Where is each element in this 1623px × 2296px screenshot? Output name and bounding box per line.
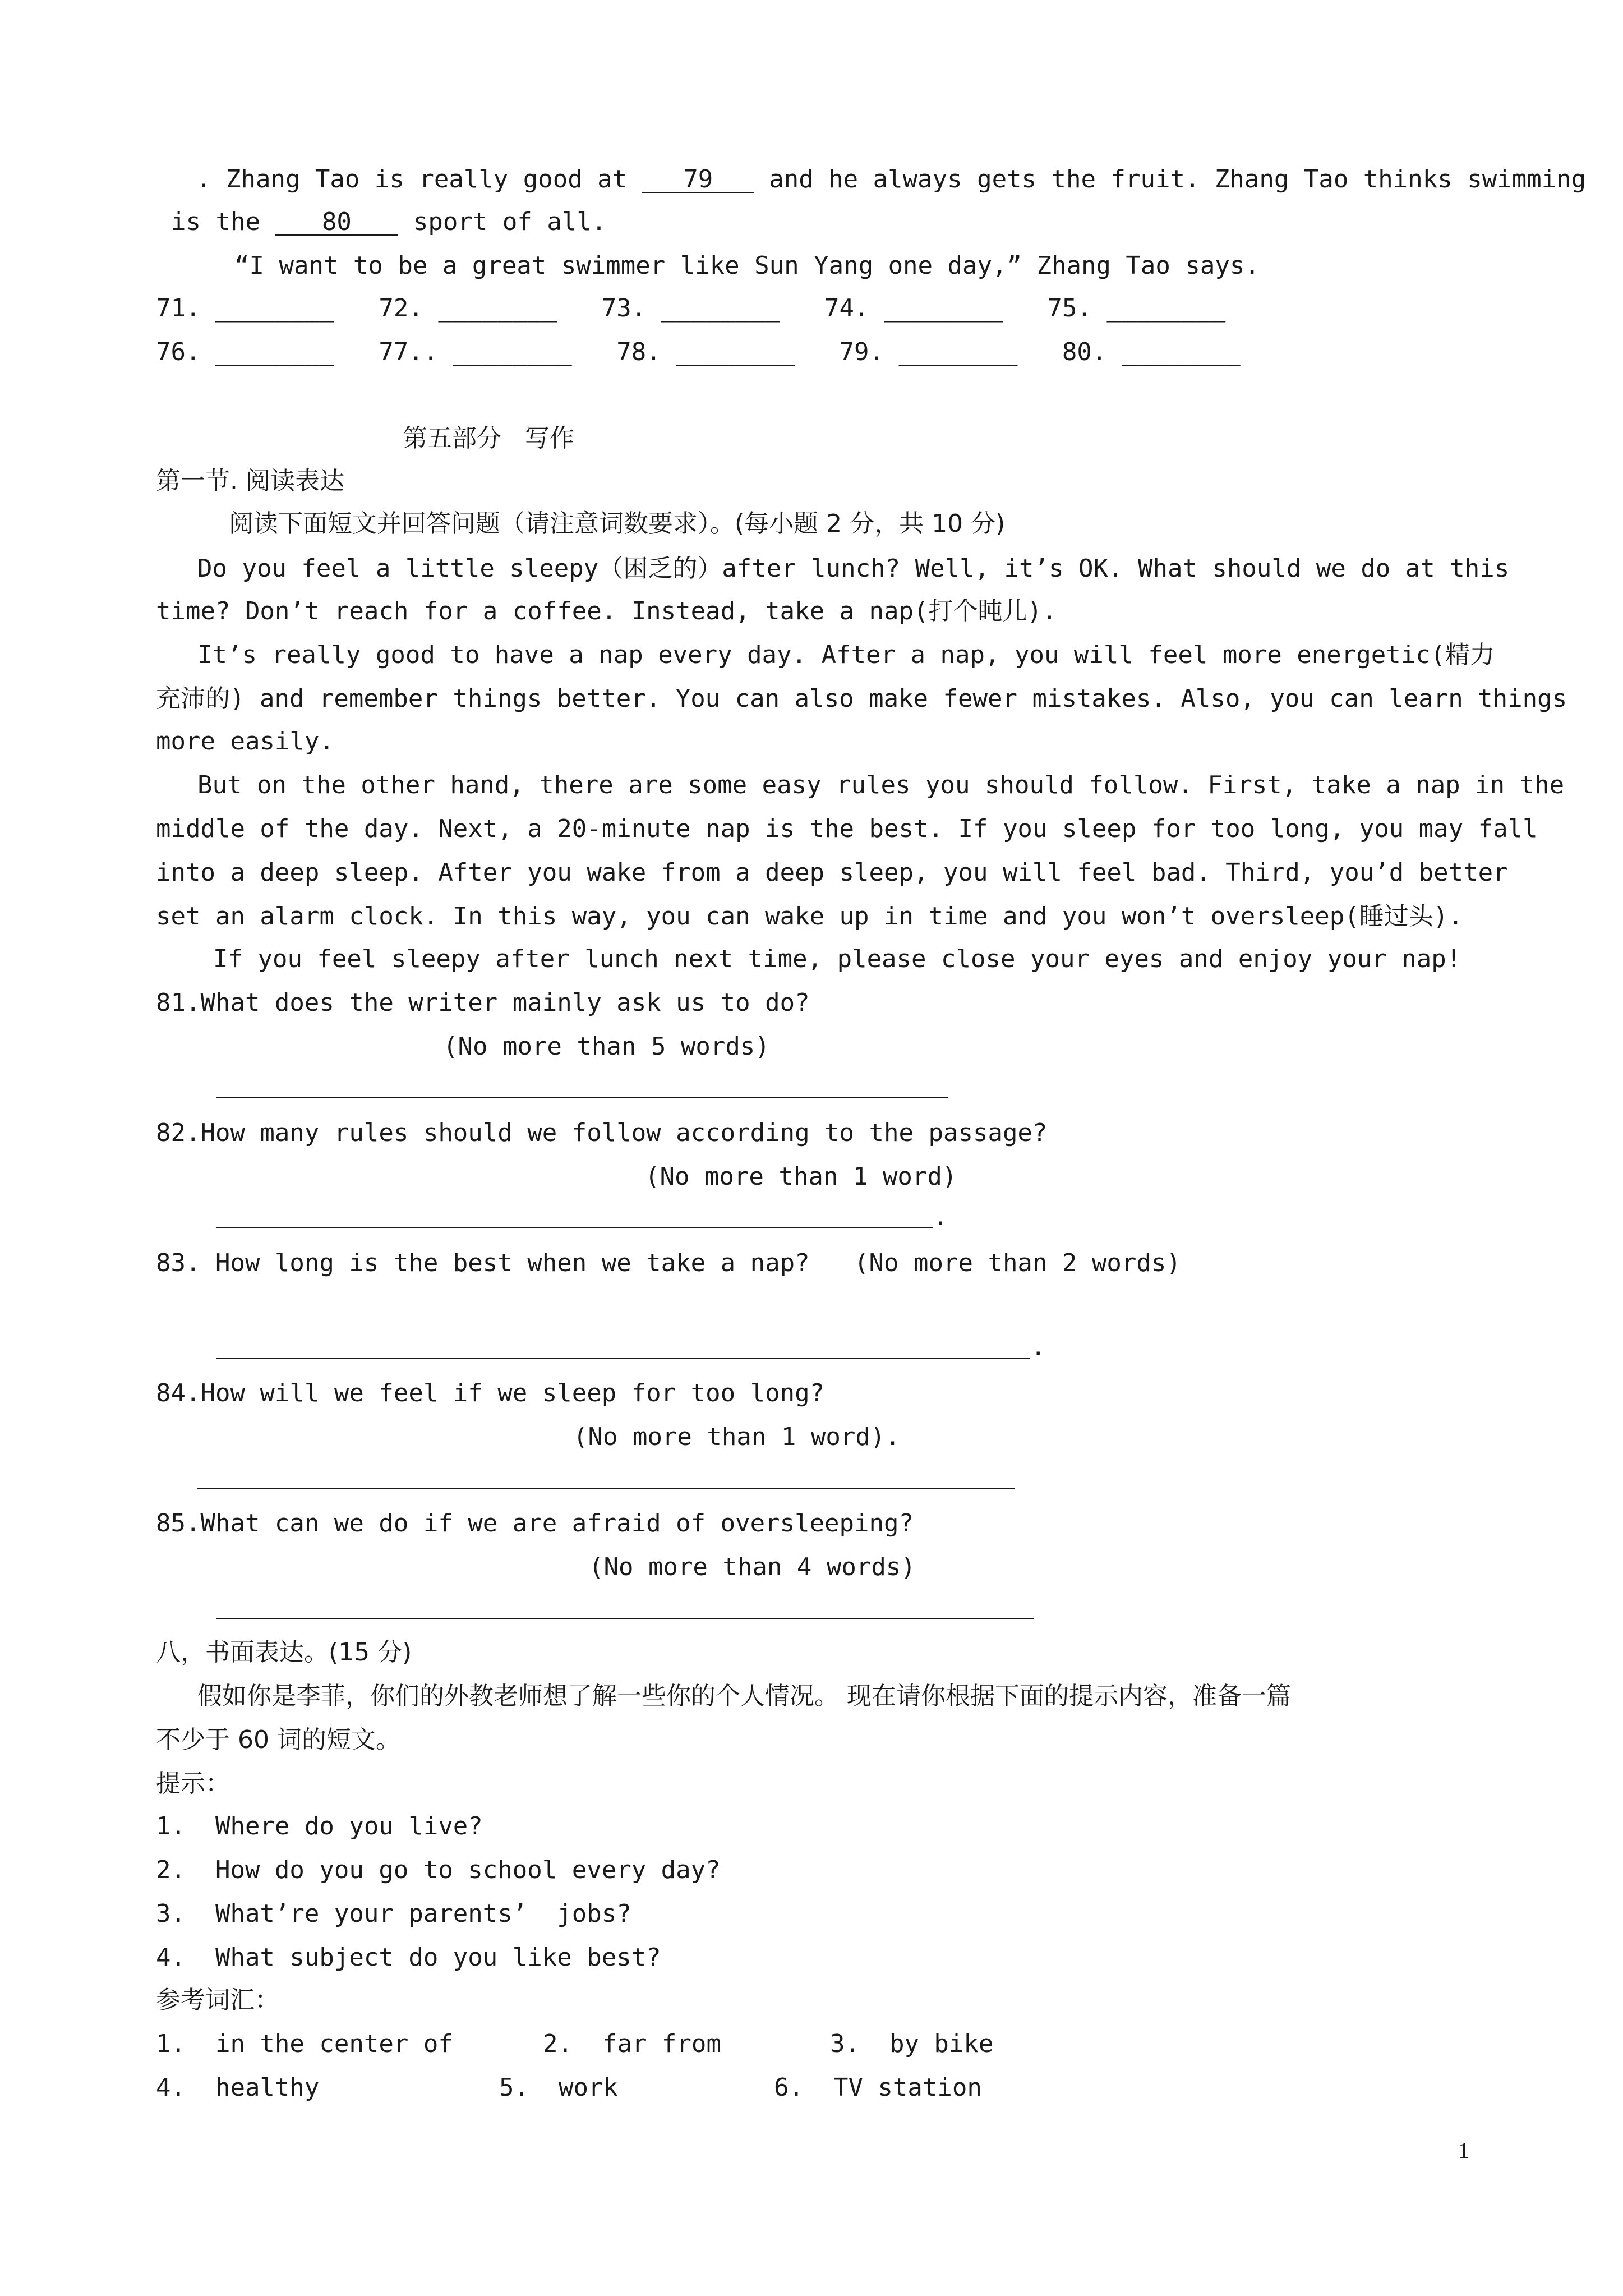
section-part: 第一节. 阅读表达 (156, 467, 344, 495)
instruction: 阅读下面短文并回答问题（请注意词数要求）。(每小题 2 分，共 10 分) (229, 509, 1006, 538)
writing-prompt: 假如你是李菲，你们的外教老师想了解一些你的个人情况。 现在请你根据下面的提示内容，准备一篇 (197, 1682, 1291, 1710)
answer-row: 71. ________ 72. ________ 73. ________ 74. ________ 75. ________ (156, 294, 1226, 323)
question-85: 85.What can we do if we are afraid of oversleeping? (156, 1509, 914, 1538)
passage-line: It’s really good to have a nap every day. After a nap, you will feel more energetic(精力 (197, 641, 1495, 669)
answer-line-81[interactable] (216, 1097, 948, 1098)
vocab-item: 5. work (499, 2073, 618, 2102)
text-line (196, 164, 1586, 195)
passage-line: into a deep sleep. After you wake from a deep sleep, you will feel bad. Third, you’d better (156, 858, 1508, 887)
passage-line: But on the other hand, there are some easy rules you should follow. First, take a nap in the (197, 771, 1565, 799)
text-line (171, 206, 606, 238)
question-83: 83. How long is the best when we take a nap? (No more than 2 words) (156, 1249, 1181, 1277)
vocab-item: 3. by bike (830, 2030, 994, 2058)
page-number: 1 (1458, 2138, 1469, 2163)
hint-label: 提示： (156, 1769, 230, 1798)
passage-line: more easily. (156, 727, 334, 756)
line-text: sport of all. (398, 208, 607, 236)
passage-line: middle of the day. Next, a 20-minute nap is the best. If you sleep for too long, you may fall (156, 815, 1538, 843)
word-limit-84: (No more than 1 word). (573, 1423, 900, 1451)
passage-line: If you feel sleepy after lunch next time, please close your eyes and enjoy your nap! (213, 945, 1461, 973)
passage-line: time? Don’t reach for a coffee. Instead, take a nap(打个盹儿). (156, 597, 1057, 625)
hint-item: 3. What’re your parents’ jobs? (156, 1899, 631, 1928)
vocab-item: 4. healthy (156, 2073, 320, 2102)
passage-line: Do you feel a little sleepy（困乏的）after lunch? Well, it’s OK. What should we do at this (197, 554, 1510, 583)
answer-line-84[interactable] (197, 1488, 1015, 1489)
word-limit-81: (No more than 5 words) (443, 1032, 770, 1061)
passage-line: set an alarm clock. In this way, you can wake up in time and you won’t oversleep(睡过头). (156, 902, 1463, 931)
hint-item: 4. What subject do you like best? (156, 1943, 661, 1972)
blank-79: 79 (642, 167, 754, 193)
period: . (933, 1203, 948, 1231)
line-text: and he always gets the fruit. Zhang Tao thinks swimming (754, 165, 1587, 194)
word-limit-82: (No more than 1 word) (645, 1162, 957, 1191)
answer-line-82[interactable] (216, 1227, 933, 1228)
question-82: 82.How many rules should we follow according to the passage? (156, 1119, 1048, 1147)
period: . (1031, 1333, 1046, 1361)
hint-item: 1. Where do you live? (156, 1812, 483, 1841)
vocab-label: 参考词汇： (156, 1986, 279, 2014)
line-text: . Zhang Tao is really good at (196, 165, 642, 194)
word-limit-85: (No more than 4 words) (589, 1553, 916, 1581)
vocab-item: 2. far from (543, 2030, 721, 2058)
writing-heading: 八，书面表达。(15 分) (156, 1638, 412, 1667)
passage-line: 充沛的) and remember things better. You can also make fewer mistakes. Also, you can learn things (156, 684, 1567, 713)
writing-prompt: 不少于 60 词的短文。 (156, 1726, 400, 1754)
answer-line-83[interactable] (216, 1358, 1030, 1359)
answer-row: 76. ________ 77.. ________ 78. ________ 79. ________ 80. ________ (156, 338, 1241, 366)
question-84: 84.How will we feel if we sleep for too long? (156, 1379, 825, 1407)
blank-80: 80 (275, 210, 398, 236)
vocab-item: 6. TV station (774, 2073, 982, 2102)
line-text: is the (171, 208, 275, 236)
section-title: 第五部分 写作 (403, 424, 574, 453)
vocab-item: 1. in the center of (156, 2030, 453, 2058)
question-81: 81.What does the writer mainly ask us to do? (156, 988, 810, 1017)
quote-line: “I want to be a great swimmer like Sun Yang one day,” Zhang Tao says. (234, 251, 1260, 280)
answer-line-85[interactable] (216, 1618, 1034, 1619)
hint-item: 2. How do you go to school every day? (156, 1856, 721, 1884)
